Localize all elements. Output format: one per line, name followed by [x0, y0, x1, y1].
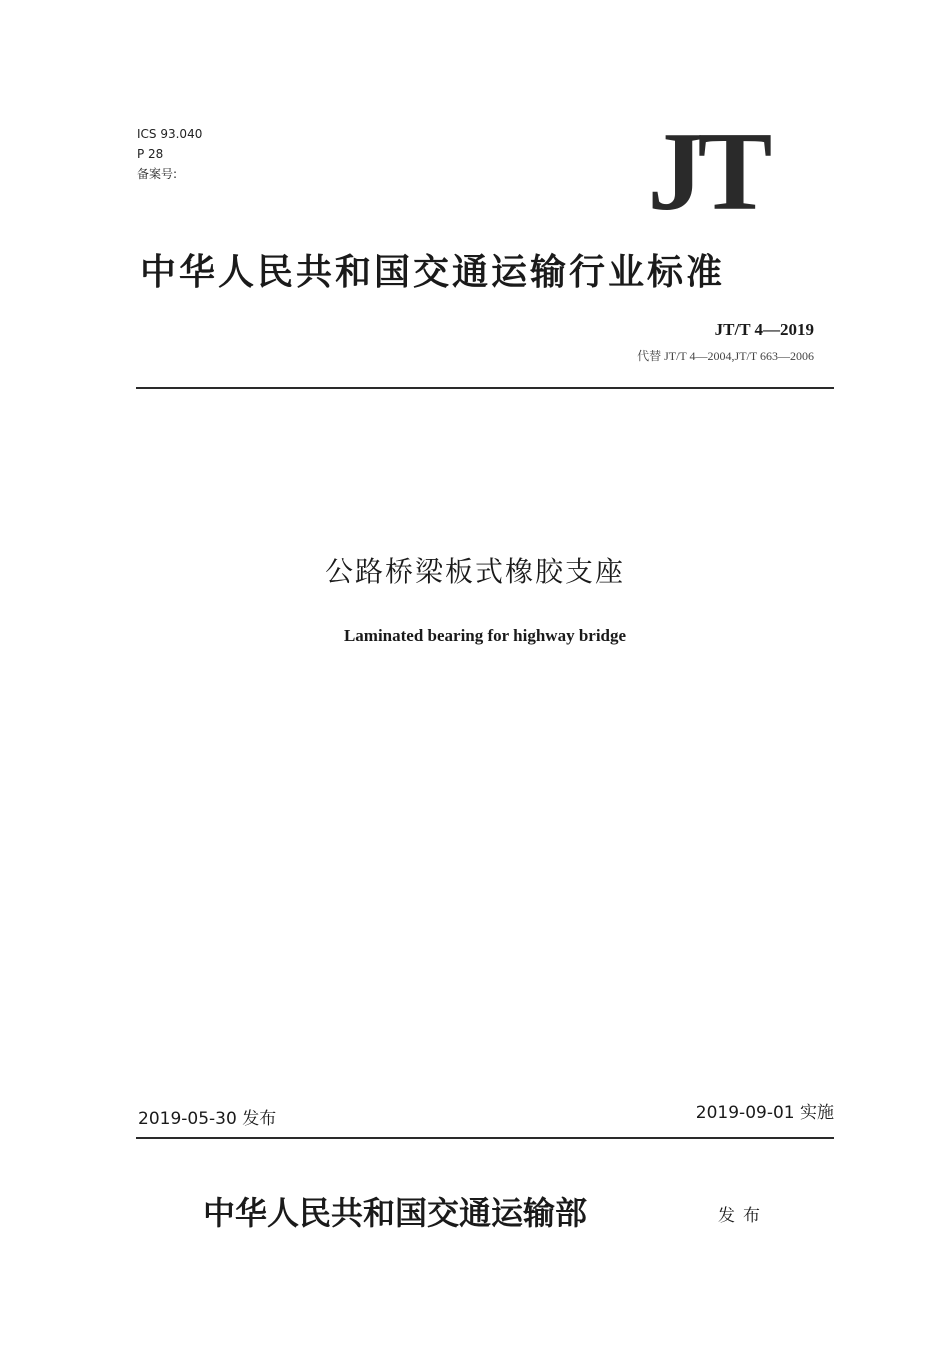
issuing-ministry: 中华人民共和国交通运输部: [203, 1194, 588, 1232]
top-divider: [136, 387, 834, 389]
standard-number: JT/T 4—2019: [714, 320, 814, 339]
publish-label: 发布: [718, 1206, 768, 1226]
replaces-standards: 代替 JT/T 4—2004,JT/T 663—2006: [637, 349, 814, 363]
ics-code: ICS 93.040: [137, 127, 203, 141]
implementation-date: 2019-09-01 实施: [695, 1103, 834, 1123]
ccs-code: P 28: [137, 147, 164, 161]
bottom-divider: [136, 1137, 834, 1139]
document-title-english: Laminated bearing for highway bridge: [343, 626, 627, 645]
issue-date: 2019-05-30 发布: [138, 1109, 277, 1129]
jt-standard-logo: JT: [647, 110, 767, 234]
record-number-label: 备案号:: [137, 167, 178, 181]
document-title-chinese: 公路桥梁板式橡胶支座: [324, 555, 625, 588]
industry-standard-title: 中华人民共和国交通运输行业标准: [140, 251, 726, 293]
classification-block: [137, 124, 202, 184]
